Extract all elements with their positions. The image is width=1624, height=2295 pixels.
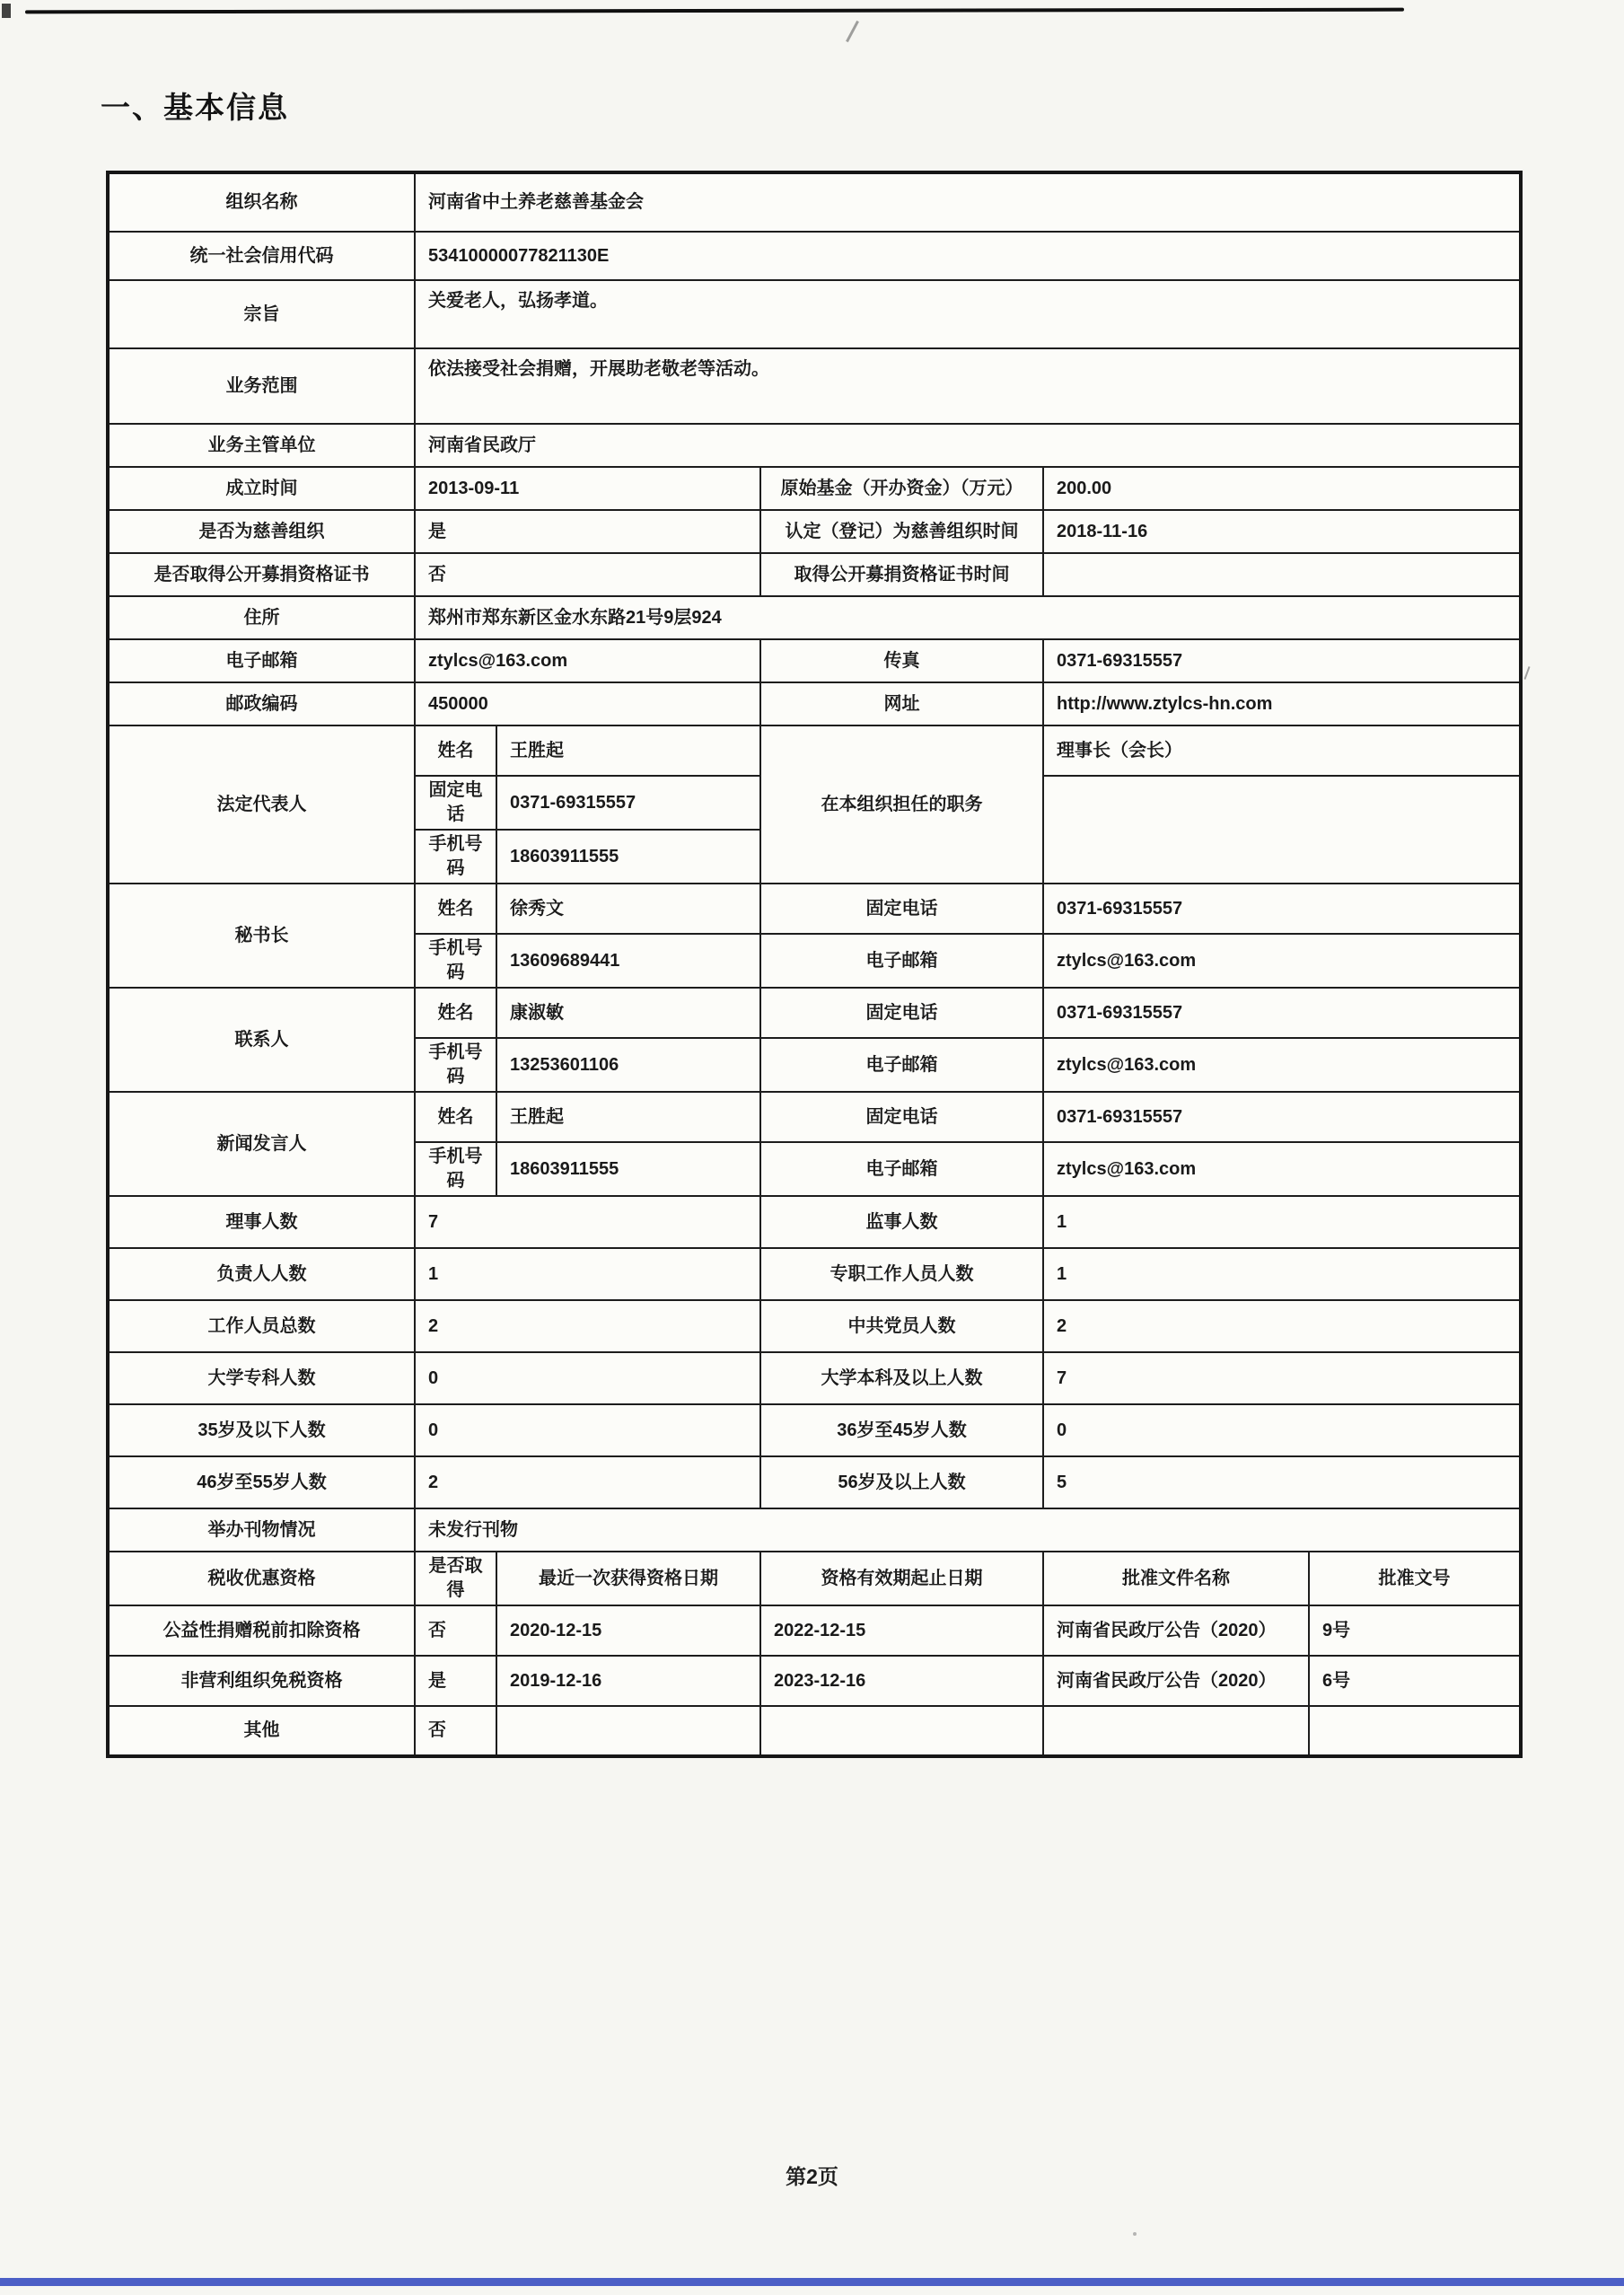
legal-rep-name-label: 姓名 (415, 725, 496, 776)
tax-row-doc-number: 6号 (1309, 1656, 1521, 1706)
count-value: 2 (1043, 1300, 1521, 1352)
charity-reg-time-value: 2018-11-16 (1043, 510, 1521, 553)
contact-mobile-label: 手机号码 (415, 1038, 496, 1092)
is-charity-label: 是否为慈善组织 (108, 510, 415, 553)
count-label: 理事人数 (108, 1196, 415, 1248)
tax-row-last-date: 2020-12-15 (496, 1605, 760, 1656)
fax-label: 传真 (760, 639, 1043, 682)
spokesperson-tel-label: 固定电话 (760, 1092, 1043, 1142)
legal-rep-duty-label: 在本组织担任的职务 (760, 725, 1043, 884)
postcode-value: 450000 (415, 682, 760, 725)
spokesperson-name-label: 姓名 (415, 1092, 496, 1142)
count-label: 工作人员总数 (108, 1300, 415, 1352)
count-label: 36岁至45岁人数 (760, 1404, 1043, 1456)
count-value: 1 (415, 1248, 760, 1300)
count-label: 中共党员人数 (760, 1300, 1043, 1352)
tax-header-last-date: 最近一次获得资格日期 (496, 1552, 760, 1605)
contact-mobile-value: 13253601106 (496, 1038, 760, 1092)
tax-row-doc-number (1309, 1706, 1521, 1756)
count-value: 0 (1043, 1404, 1521, 1456)
org-name-value: 河南省中土养老慈善基金会 (415, 172, 1521, 232)
secretary-tel-value: 0371-69315557 (1043, 884, 1521, 934)
count-value: 1 (1043, 1196, 1521, 1248)
scan-speck (1523, 666, 1530, 680)
count-label: 负责人人数 (108, 1248, 415, 1300)
publication-label: 举办刊物情况 (108, 1508, 415, 1552)
count-value: 0 (415, 1404, 760, 1456)
spokesperson-tel-value: 0371-69315557 (1043, 1092, 1521, 1142)
contact-email-value: ztylcs@163.com (1043, 1038, 1521, 1092)
count-label: 35岁及以下人数 (108, 1404, 415, 1456)
tax-header-validity: 资格有效期起止日期 (760, 1552, 1043, 1605)
contact-tel-label: 固定电话 (760, 988, 1043, 1038)
spokesperson-email-label: 电子邮箱 (760, 1142, 1043, 1196)
fax-value: 0371-69315557 (1043, 639, 1521, 682)
fundraise-cert-value: 否 (415, 553, 760, 596)
secretary-mobile-label: 手机号码 (415, 934, 496, 988)
credit-code-value: 53410000077821130E (415, 232, 1521, 280)
tax-row-label: 公益性捐赠税前扣除资格 (108, 1605, 415, 1656)
section-title: 一、基本信息 (101, 91, 289, 124)
secretary-name-value: 徐秀文 (496, 884, 760, 934)
secretary-label: 秘书长 (108, 884, 415, 988)
secretary-name-label: 姓名 (415, 884, 496, 934)
website-label: 网址 (760, 682, 1043, 725)
count-label: 监事人数 (760, 1196, 1043, 1248)
business-scope-label: 业务范围 (108, 348, 415, 424)
tax-row-validity: 2022-12-15 (760, 1605, 1043, 1656)
publication-value: 未发行刊物 (415, 1508, 1521, 1552)
spokesperson-label: 新闻发言人 (108, 1092, 415, 1196)
tax-header-qualification: 税收优惠资格 (108, 1552, 415, 1605)
tax-row-obtained: 是 (415, 1656, 496, 1706)
count-value: 1 (1043, 1248, 1521, 1300)
tax-row-document: 河南省民政厅公告（2020） (1043, 1605, 1309, 1656)
legal-rep-name-value: 王胜起 (496, 725, 760, 776)
address-value: 郑州市郑东新区金水东路21号9层924 (415, 596, 1521, 639)
page-number: 第2页 (786, 2165, 838, 2188)
postcode-label: 邮政编码 (108, 682, 415, 725)
fundraise-cert-label: 是否取得公开募捐资格证书 (108, 553, 415, 596)
tax-row-validity (760, 1706, 1043, 1756)
scan-bottom-blue-line (0, 2278, 1624, 2286)
supervisor-label: 业务主管单位 (108, 424, 415, 467)
initial-fund-value: 200.00 (1043, 467, 1521, 510)
tax-row-doc-number: 9号 (1309, 1605, 1521, 1656)
count-value: 2 (415, 1456, 760, 1508)
contact-name-value: 康淑敏 (496, 988, 760, 1038)
scan-top-line (25, 8, 1404, 14)
email-value: ztylcs@163.com (415, 639, 760, 682)
scan-diagonal-mark (846, 21, 859, 42)
tax-row-document: 河南省民政厅公告（2020） (1043, 1656, 1309, 1706)
legal-rep-label: 法定代表人 (108, 725, 415, 884)
count-value: 7 (1043, 1352, 1521, 1404)
count-label: 大学专科人数 (108, 1352, 415, 1404)
contact-label: 联系人 (108, 988, 415, 1092)
legal-rep-duty-empty-cell (1043, 776, 1521, 884)
tax-row-document (1043, 1706, 1309, 1756)
fundraise-cert-time-value (1043, 553, 1521, 596)
org-name-label: 组织名称 (108, 172, 415, 232)
credit-code-label: 统一社会信用代码 (108, 232, 415, 280)
legal-rep-tel-value: 0371-69315557 (496, 776, 760, 830)
email-label: 电子邮箱 (108, 639, 415, 682)
scan-speck (1133, 2232, 1137, 2236)
mission-label: 宗旨 (108, 280, 415, 348)
scan-corner-mark (2, 4, 11, 18)
established-value: 2013-09-11 (415, 467, 760, 510)
tax-row-last-date (496, 1706, 760, 1756)
is-charity-value: 是 (415, 510, 760, 553)
contact-tel-value: 0371-69315557 (1043, 988, 1521, 1038)
spokesperson-mobile-label: 手机号码 (415, 1142, 496, 1196)
count-label: 专职工作人员人数 (760, 1248, 1043, 1300)
count-value: 2 (415, 1300, 760, 1352)
count-value: 0 (415, 1352, 760, 1404)
secretary-tel-label: 固定电话 (760, 884, 1043, 934)
basic-info-table (106, 171, 1523, 1758)
count-value: 5 (1043, 1456, 1521, 1508)
secretary-mobile-value: 13609689441 (496, 934, 760, 988)
tax-row-validity: 2023-12-16 (760, 1656, 1043, 1706)
secretary-email-value: ztylcs@163.com (1043, 934, 1521, 988)
contact-name-label: 姓名 (415, 988, 496, 1038)
count-value: 7 (415, 1196, 760, 1248)
tax-row-label: 非营利组织免税资格 (108, 1656, 415, 1706)
website-value: http://www.ztylcs-hn.com (1043, 682, 1521, 725)
secretary-email-label: 电子邮箱 (760, 934, 1043, 988)
spokesperson-name-value: 王胜起 (496, 1092, 760, 1142)
fundraise-cert-time-label: 取得公开募捐资格证书时间 (760, 553, 1043, 596)
tax-header-doc-number: 批准文号 (1309, 1552, 1521, 1605)
business-scope-value: 依法接受社会捐赠，开展助老敬老等活动。 (415, 348, 1521, 424)
legal-rep-mobile-value: 18603911555 (496, 830, 760, 884)
tax-row-obtained: 否 (415, 1706, 496, 1756)
tax-row-obtained: 否 (415, 1605, 496, 1656)
legal-rep-tel-label: 固定电话 (415, 776, 496, 830)
mission-value: 关爱老人，弘扬孝道。 (415, 280, 1521, 348)
tax-header-obtained: 是否取得 (415, 1552, 496, 1605)
supervisor-value: 河南省民政厅 (415, 424, 1521, 467)
contact-email-label: 电子邮箱 (760, 1038, 1043, 1092)
count-label: 56岁及以上人数 (760, 1456, 1043, 1508)
legal-rep-mobile-label: 手机号码 (415, 830, 496, 884)
legal-rep-duty-value: 理事长（会长） (1043, 725, 1521, 776)
initial-fund-label: 原始基金（开办资金）（万元） (760, 467, 1043, 510)
tax-row-label: 其他 (108, 1706, 415, 1756)
tax-row-last-date: 2019-12-16 (496, 1656, 760, 1706)
count-label: 46岁至55岁人数 (108, 1456, 415, 1508)
address-label: 住所 (108, 596, 415, 639)
count-label: 大学本科及以上人数 (760, 1352, 1043, 1404)
spokesperson-email-value: ztylcs@163.com (1043, 1142, 1521, 1196)
spokesperson-mobile-value: 18603911555 (496, 1142, 760, 1196)
charity-reg-time-label: 认定（登记）为慈善组织时间 (760, 510, 1043, 553)
established-label: 成立时间 (108, 467, 415, 510)
tax-header-document: 批准文件名称 (1043, 1552, 1309, 1605)
